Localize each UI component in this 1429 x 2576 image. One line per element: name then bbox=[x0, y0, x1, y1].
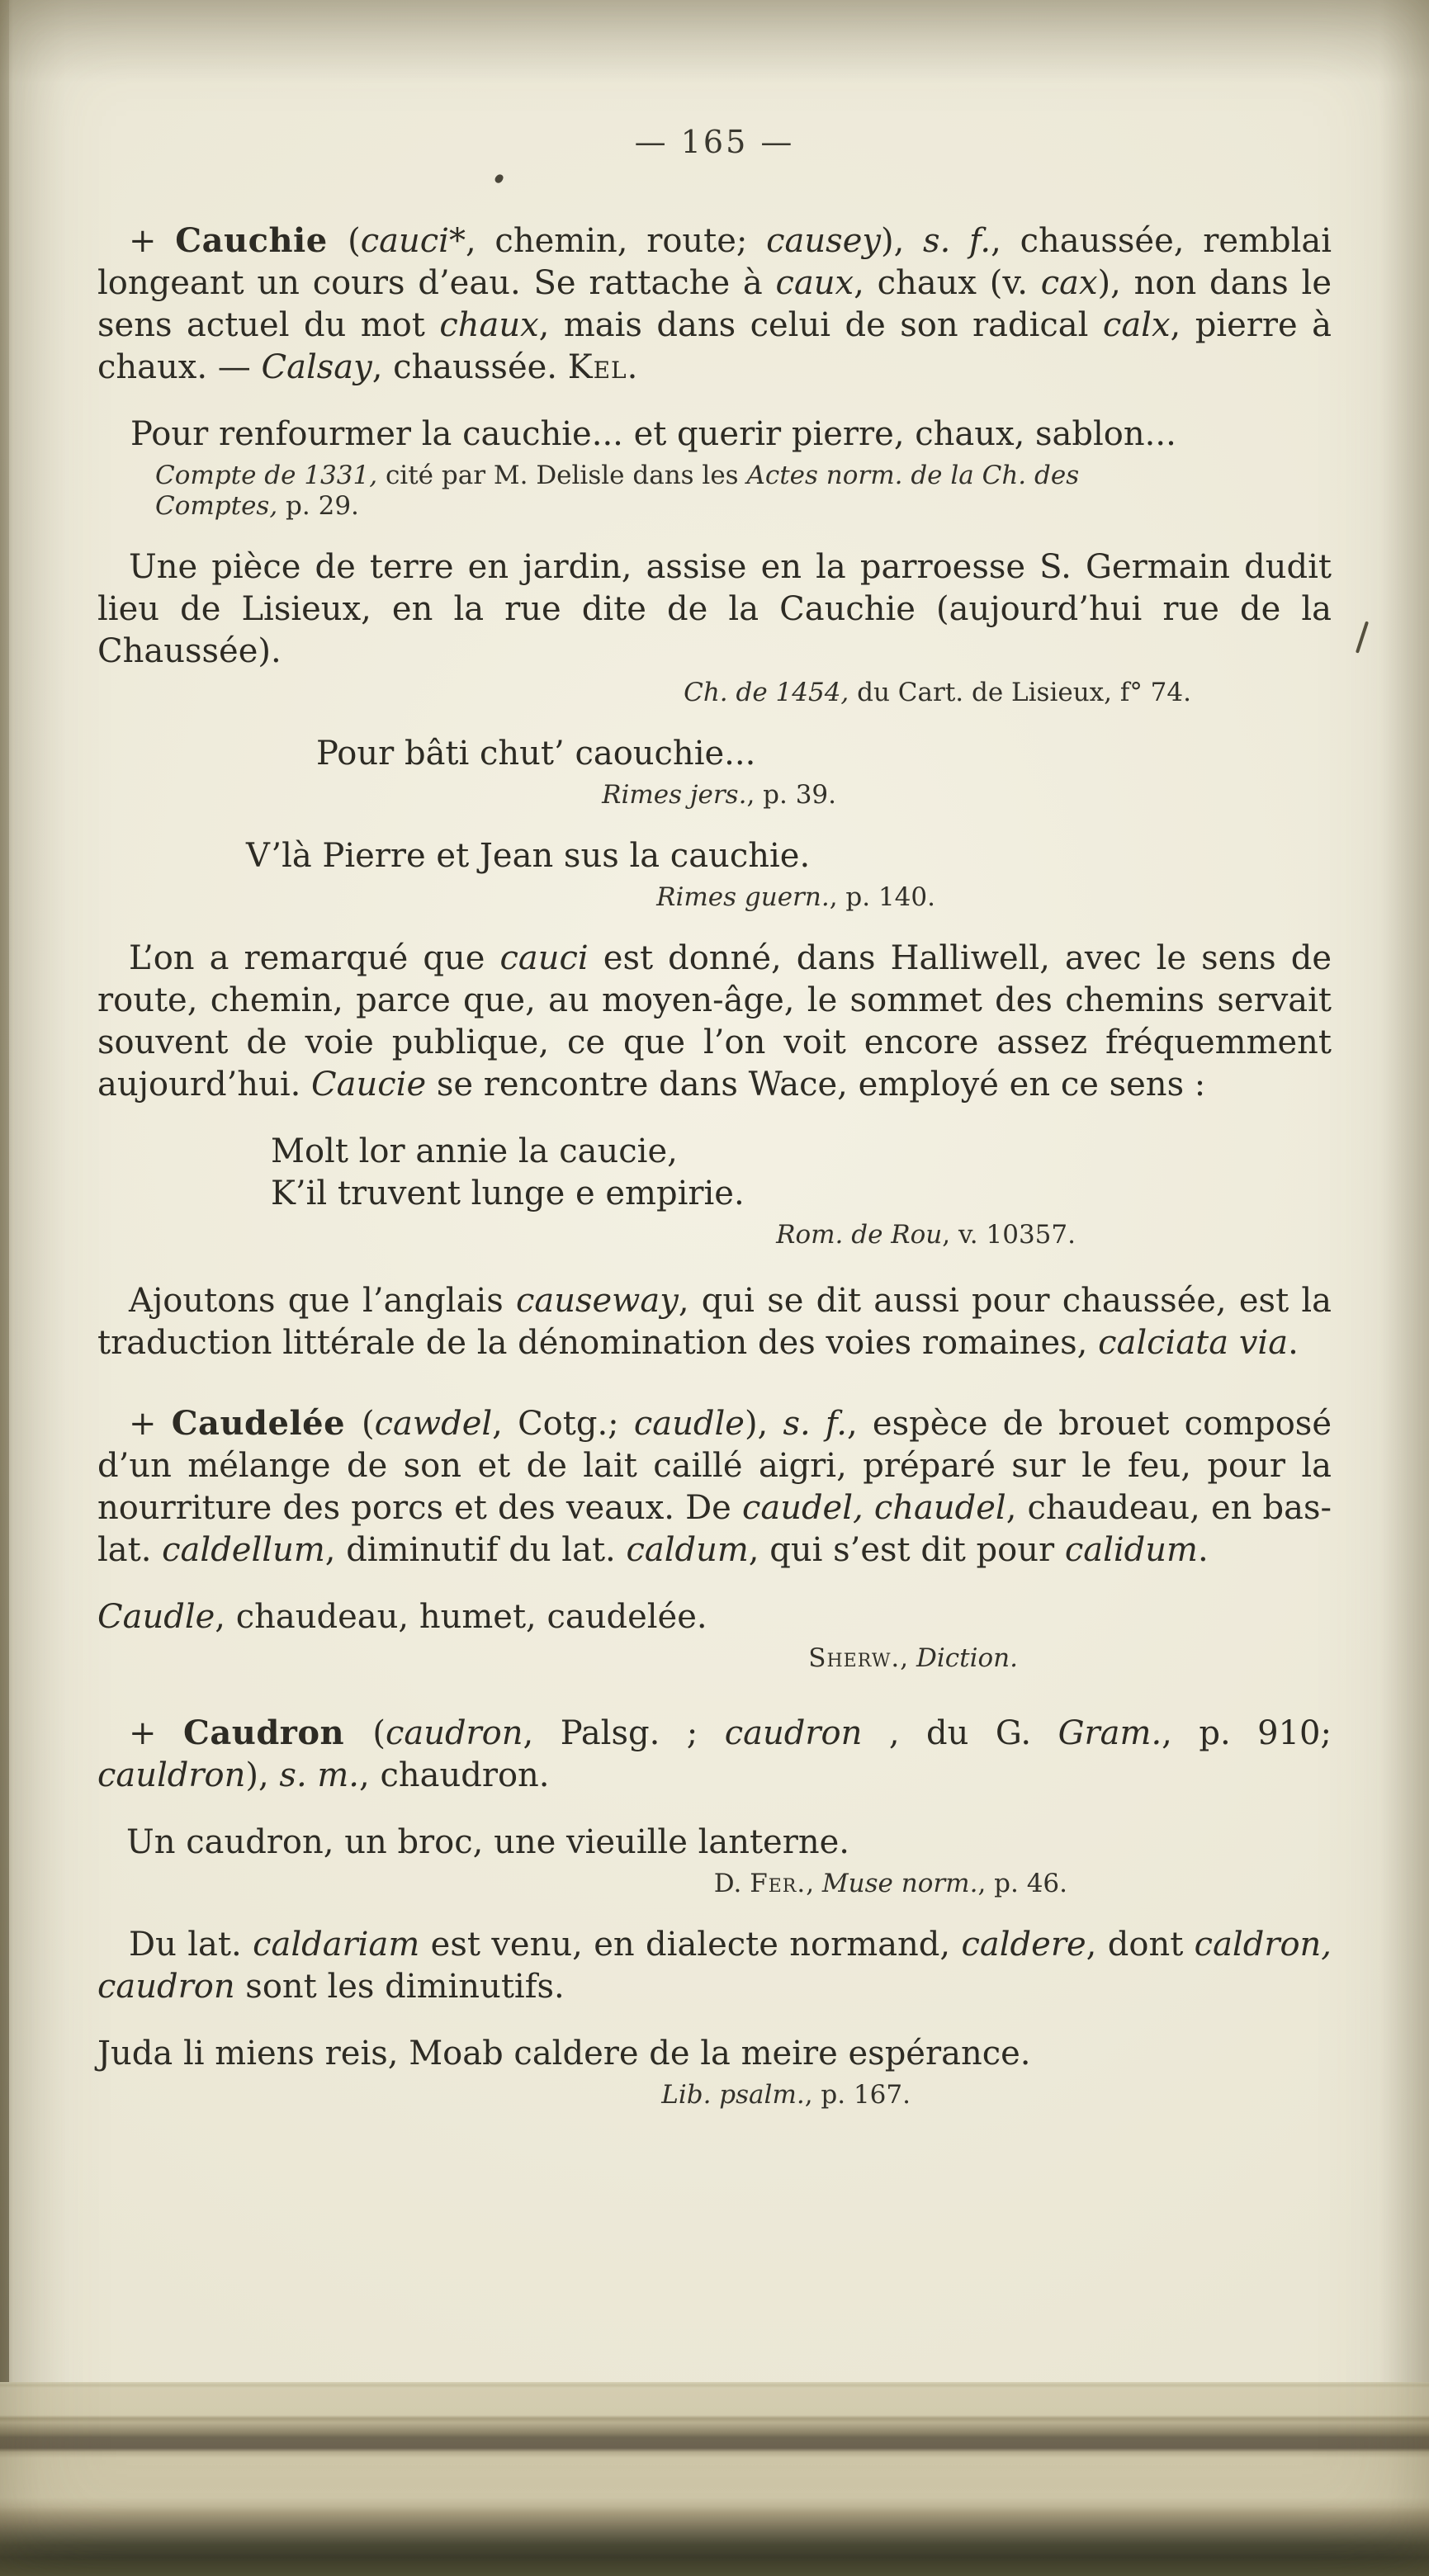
text-run: calidum bbox=[1064, 1531, 1198, 1569]
text-run: Compte de 1331, bbox=[155, 461, 386, 490]
citation bbox=[97, 780, 1332, 811]
text-run: , chemin, route; bbox=[465, 222, 767, 260]
text-run: cawdel bbox=[374, 1405, 493, 1443]
paragraph bbox=[97, 1402, 1332, 1572]
text-run: , v. 10357. bbox=[942, 1220, 1076, 1250]
citation bbox=[97, 2080, 1332, 2110]
quotation bbox=[97, 1596, 1332, 1638]
text-run: Actes norm. de la Ch. des Comptes, bbox=[155, 461, 1080, 521]
text-run: Rimes guern. bbox=[656, 882, 830, 912]
quotation bbox=[316, 733, 1332, 775]
text-run: ( bbox=[372, 1714, 386, 1752]
text-run: V’là Pierre et Jean sus la cauchie. bbox=[246, 837, 811, 875]
text-run: caldron, caudron bbox=[97, 1926, 1332, 2006]
text-run: ), non dans le sens actuel du mot bbox=[97, 264, 1332, 344]
text-run: p. 29. bbox=[286, 491, 359, 521]
quotation bbox=[97, 2033, 1332, 2075]
citation bbox=[97, 882, 1332, 913]
text-run: , chaussée. bbox=[371, 348, 568, 386]
text-run: , Palsg. ; bbox=[523, 1714, 725, 1752]
text-run: , pierre à chaux. — bbox=[97, 306, 1332, 386]
text-run: Caudelée bbox=[171, 1404, 362, 1443]
text-run: , p. 39. bbox=[746, 780, 836, 810]
text-run: Pour renfourmer la cauchie... et querir pierre, chaux, sablon... bbox=[130, 415, 1176, 453]
text-run: Caudron bbox=[183, 1713, 373, 1752]
text-run: Fer. bbox=[750, 1869, 807, 1898]
text-run: ( bbox=[361, 1405, 375, 1443]
text-run: cité par M. Delisle dans les bbox=[385, 461, 747, 490]
paragraph bbox=[97, 220, 1332, 389]
text-run: Muse norm. bbox=[821, 1869, 978, 1898]
text-run: , chaux (v. bbox=[854, 264, 1041, 302]
text-run: , p. 910; bbox=[1162, 1714, 1332, 1752]
text-run: du Cart. de Lisieux, f° 74. bbox=[857, 678, 1191, 707]
text-run: cauldron bbox=[97, 1756, 246, 1794]
text-run: , chaussée, remblai longeant un cours d’eau. Se rattache à bbox=[97, 222, 1332, 302]
text-run: Lib. psalm. bbox=[661, 2080, 805, 2110]
text-run: Molt lor annie la caucie, bbox=[271, 1132, 678, 1170]
text-run: , bbox=[900, 1643, 916, 1673]
book-bottom-edge bbox=[0, 2382, 1429, 2576]
citation bbox=[97, 1220, 1332, 1250]
text-run: Ajoutons que l’anglais bbox=[129, 1282, 516, 1320]
text-run: caldariam bbox=[253, 1926, 420, 1964]
text-run: caldellum bbox=[162, 1531, 325, 1569]
paragraph bbox=[97, 546, 1332, 673]
text-run: , chaudeau, humet, caudelée. bbox=[215, 1598, 707, 1636]
text-run: cauci bbox=[499, 939, 589, 977]
text-run: + bbox=[129, 1405, 172, 1443]
text-run: , qui s’est dit pour bbox=[748, 1531, 1065, 1569]
text-run: Ch. de 1454, bbox=[684, 678, 858, 707]
text-run: ( bbox=[348, 222, 361, 260]
page-number: — 165 — bbox=[634, 124, 795, 160]
text-run: , chaudron. bbox=[359, 1756, 550, 1794]
text-run: calciata via bbox=[1098, 1324, 1289, 1362]
text-run: Du lat. bbox=[129, 1926, 253, 1964]
text-run: , p. 140. bbox=[829, 882, 935, 912]
text-run: Calsay bbox=[261, 348, 372, 386]
scanned-page bbox=[97, 124, 1332, 2110]
text-run: , diminutif du lat. bbox=[324, 1531, 627, 1569]
quotation bbox=[271, 1131, 1332, 1215]
dictionary-entries bbox=[97, 220, 1332, 2110]
text-run: Rom. de Rou bbox=[776, 1220, 943, 1250]
text-run: , chaudeau, en bas-lat. bbox=[97, 1489, 1332, 1569]
text-run: + bbox=[129, 222, 176, 260]
text-run: , qui se dit aussi pour chaussée, est la traduction littérale de la dénomination des voies romaines, bbox=[97, 1282, 1332, 1362]
text-run: Caucie bbox=[311, 1066, 427, 1104]
text-run: caudle bbox=[633, 1405, 745, 1443]
text-run: causeway bbox=[515, 1282, 679, 1320]
citation bbox=[97, 1643, 1332, 1674]
text-run: , mais dans celui de son radical bbox=[538, 306, 1103, 344]
text-run: caux bbox=[775, 264, 854, 302]
text-run: est donné, dans Halliwell, avec le sens de route, chemin, parce que, au moyen-âge, le sommet des chemins servait souvent de voie publique, ce que l’on voit encore assez fréquemment aujourd’hui. bbox=[97, 939, 1332, 1104]
text-run: ), bbox=[880, 222, 924, 260]
quotation bbox=[246, 835, 1332, 877]
text-run: est venu, en dialecte normand, bbox=[419, 1926, 962, 1964]
quotation bbox=[130, 414, 1332, 456]
text-run: Caudle bbox=[97, 1598, 215, 1636]
text-run: se rencontre dans Wace, employé en ce sens : bbox=[426, 1066, 1206, 1104]
text-run: Un caudron, un broc, une vieuille lanterne. bbox=[126, 1823, 849, 1861]
text-run: Gram. bbox=[1058, 1714, 1162, 1752]
citation bbox=[97, 1869, 1332, 1899]
text-run: + bbox=[129, 1714, 183, 1752]
text-run: , dont bbox=[1086, 1926, 1195, 1964]
text-run: , p. 46. bbox=[977, 1869, 1067, 1898]
text-run: D. bbox=[713, 1869, 750, 1898]
text-run: Diction. bbox=[916, 1643, 1018, 1673]
text-run: ), bbox=[744, 1405, 783, 1443]
text-run: , du G. bbox=[862, 1714, 1058, 1752]
quotation bbox=[126, 1822, 1332, 1864]
text-run: calx bbox=[1102, 306, 1171, 344]
text-run: Kel. bbox=[567, 348, 639, 386]
text-run: L’on a remarqué que bbox=[129, 939, 500, 977]
text-run: , espèce de brouet composé d’un mélange de son et de lait caillé aigri, préparé sur le feu, pour la nourriture des porcs et des veaux. De bbox=[97, 1405, 1332, 1527]
text-run: causey bbox=[766, 222, 881, 260]
text-run: Pour bâti chut’ caouchie... bbox=[316, 735, 756, 773]
citation bbox=[97, 678, 1332, 708]
text-run: caudron bbox=[385, 1714, 523, 1752]
text-run: cax bbox=[1040, 264, 1098, 302]
text-run: , Cotg.; bbox=[492, 1405, 634, 1443]
text-run: s. f. bbox=[923, 222, 991, 260]
text-run: . bbox=[1197, 1531, 1209, 1569]
text-run: caldere bbox=[961, 1926, 1086, 1964]
citation bbox=[155, 461, 1113, 522]
paragraph bbox=[97, 938, 1332, 1106]
text-run: . bbox=[1288, 1324, 1299, 1362]
text-run: sont les diminutifs. bbox=[234, 1968, 565, 2006]
text-run: ), bbox=[245, 1756, 280, 1794]
text-run: K’il truvent lunge e empirie. bbox=[271, 1175, 745, 1212]
text-run: s. f. bbox=[783, 1405, 848, 1443]
text-run: Cauchie bbox=[175, 221, 348, 260]
paragraph bbox=[97, 1280, 1332, 1364]
text-run: , bbox=[806, 1869, 822, 1898]
text-run: Juda li miens reis, Moab caldere de la meire espérance. bbox=[97, 2035, 1031, 2073]
paragraph bbox=[97, 1924, 1332, 2008]
text-run: caldum bbox=[626, 1531, 749, 1569]
text-run: Une pièce de terre en jardin, assise en la parroesse S. Germain dudit lieu de Lisieux, en la rue dite de la Cauchie (aujourd’hui rue de la Chaussée). bbox=[97, 548, 1332, 670]
text-run: Sherw. bbox=[808, 1643, 901, 1673]
paragraph bbox=[97, 1712, 1332, 1797]
text-run: cauci* bbox=[360, 222, 466, 260]
text-run: Rimes jers. bbox=[602, 780, 747, 810]
ink-speck bbox=[1356, 621, 1369, 653]
text-run: s. m. bbox=[279, 1756, 360, 1794]
text-run: , p. 167. bbox=[804, 2080, 911, 2110]
page-left-edge-shadow bbox=[0, 0, 9, 2576]
text-run: chaux bbox=[439, 306, 539, 344]
text-run: caudel, chaudel bbox=[741, 1489, 1006, 1527]
text-run: caudron bbox=[724, 1714, 863, 1752]
